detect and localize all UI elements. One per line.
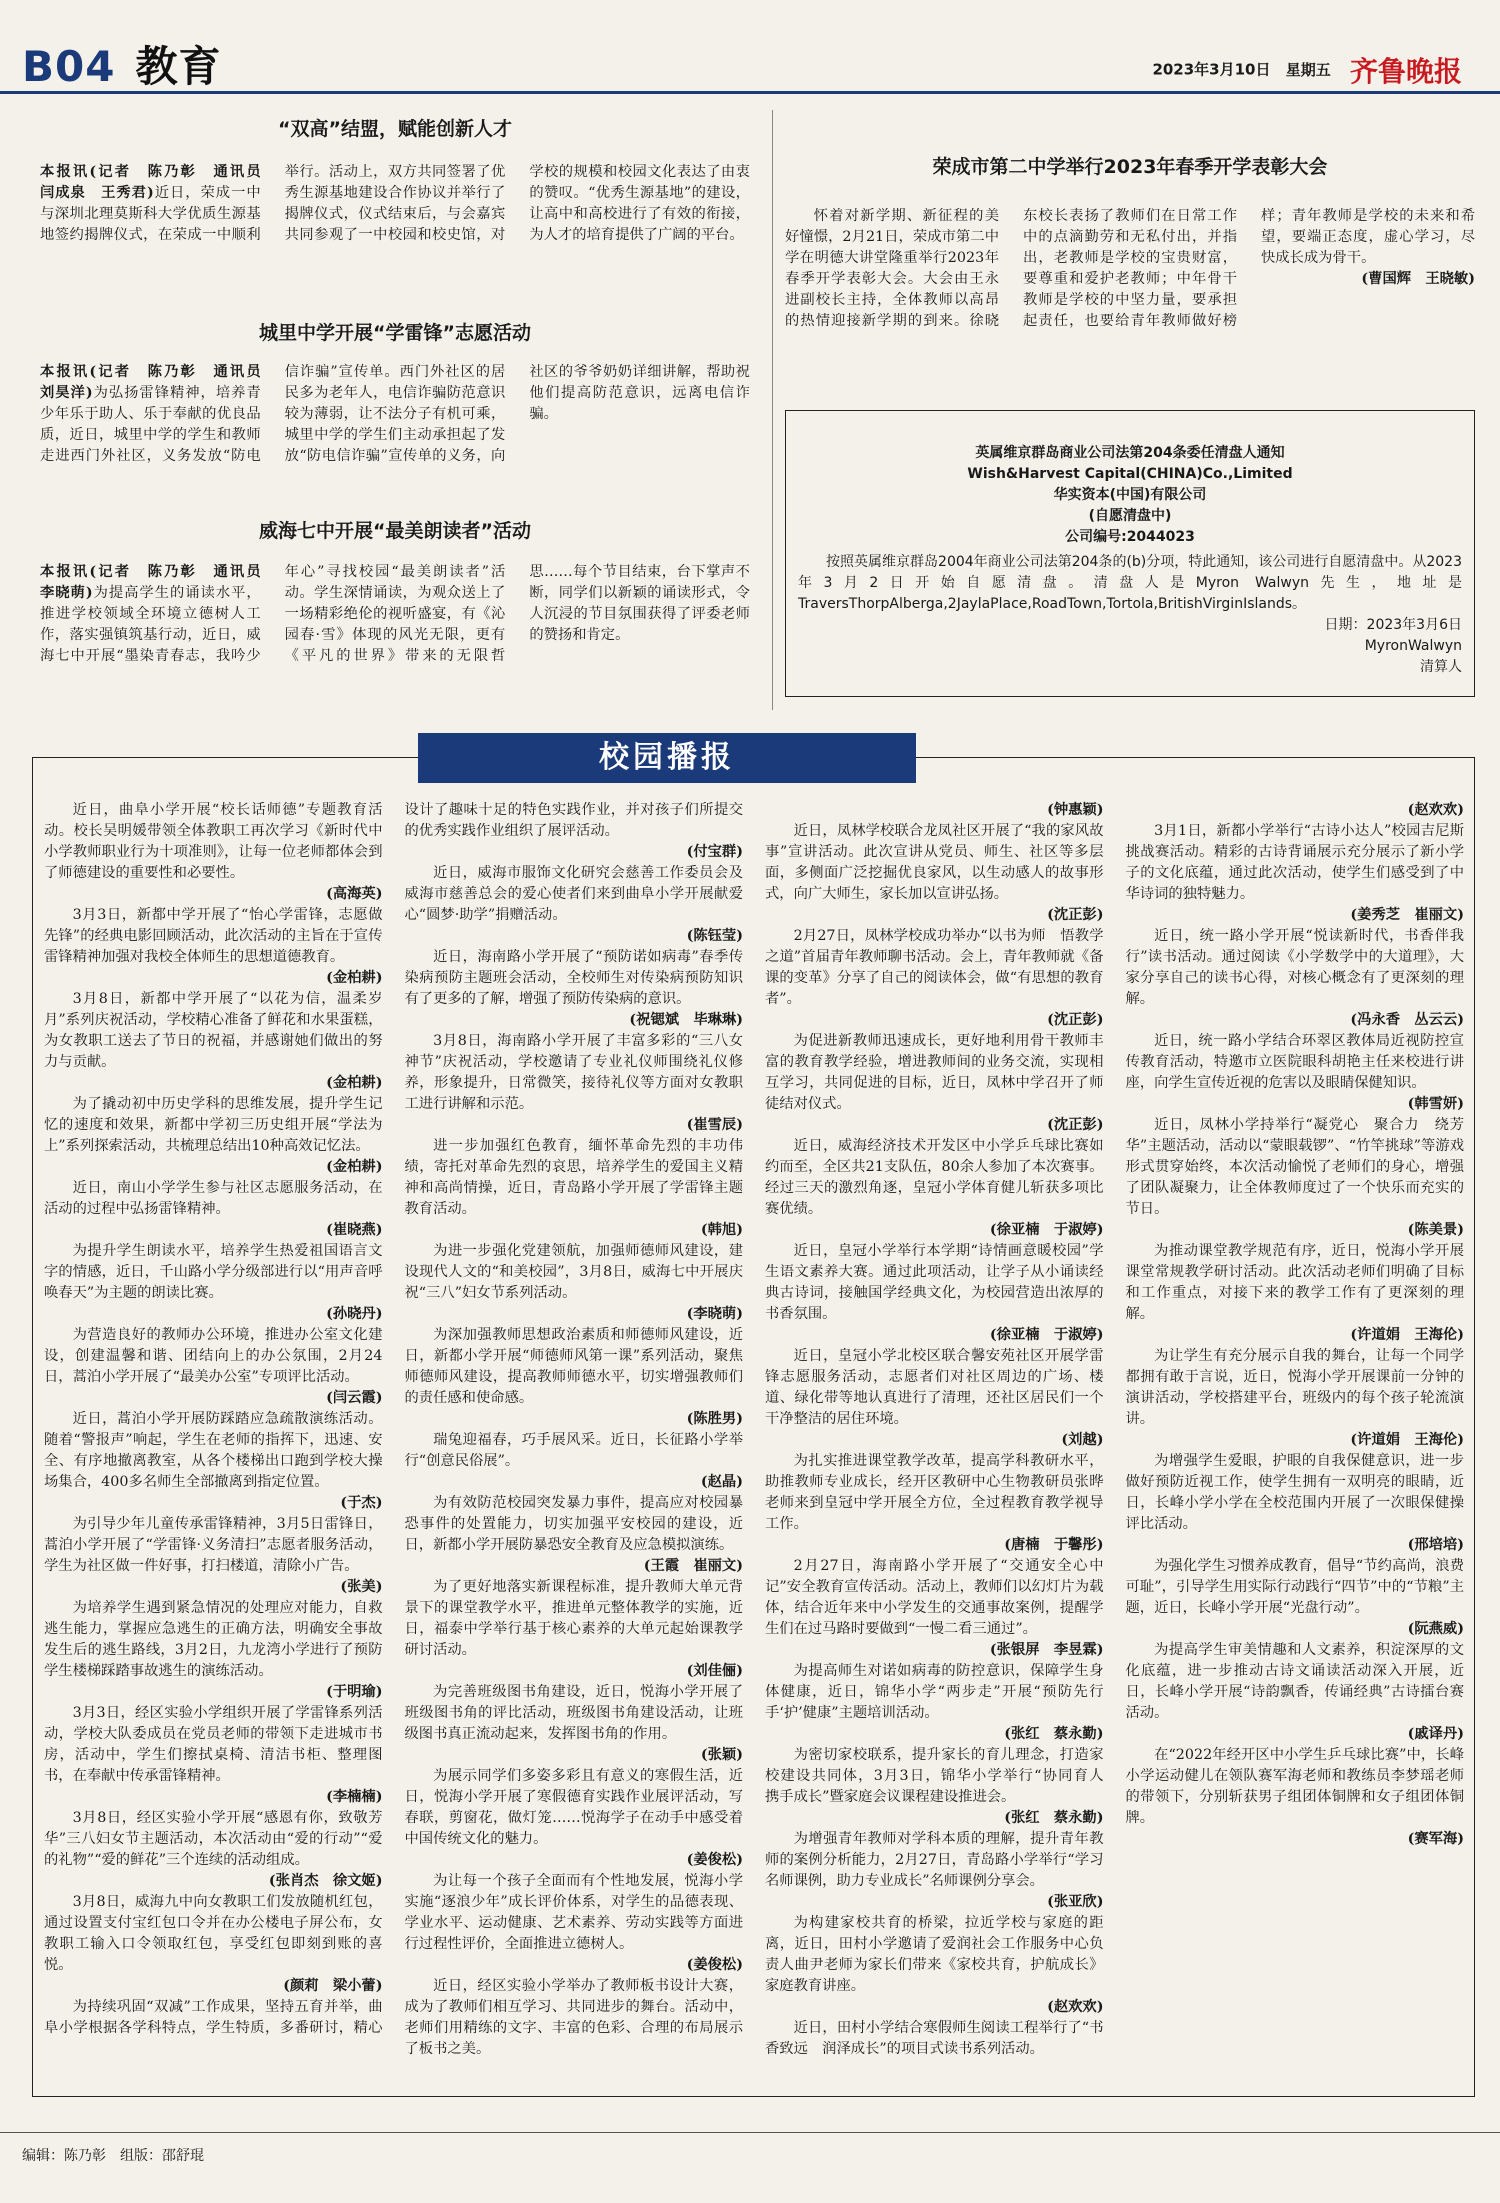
notice-heading: 英属维京群岛商业公司法第204条委任清盘人通知	[975, 445, 1285, 461]
masthead-dateline	[1152, 50, 1462, 90]
news-item-author: (陈美景)	[1407, 1222, 1464, 1238]
issue-date: 2023年3月10日	[1152, 60, 1271, 79]
news-item: 近日，皇冠小学举行本学期“诗情画意暖校园”学生语文素养大赛。通过此项活动，让学子从小诵读经典古诗词，接触国学经典文化，为校园营造出浓厚的书香氛围。	[765, 1243, 1104, 1322]
footer-credits: 编辑：陈乃彰 组版：邵舒琨	[22, 2148, 204, 2164]
article2-byline: 本报讯(记者 陈乃彰 通讯员 刘昊洋)	[40, 364, 275, 401]
news-item: 近日，海南路小学开展了“预防诺如病毒”春季传染病预防主题班会活动，全校师生对传染病预防知识有了更多的了解，增强了预防传染病的意识。	[404, 949, 743, 1007]
news-item-author: (邢培培)	[1407, 1537, 1464, 1553]
news-item-author: (张红 蔡永勤)	[1004, 1726, 1104, 1742]
news-item: 近日，凤林小学持举行“凝党心 聚合力 绕芳华”主题活动，活动以“蒙眼载锣”、“竹竿挑球”等游戏形式贯穿始终，本次活动愉悦了老师们的身心，增强了团队凝聚力，让全体教师度过了一个快乐而充实的节日。	[1125, 1117, 1464, 1217]
news-item: 为深加强教师思想政治素质和师德师风建设，近日，新都小学开展“师德师风第一课”系列活动，聚焦师德师风建设，提高教师师德水平，切实增强教师们的责任感和使命感。	[404, 1327, 743, 1406]
news-item-author: (沈正彭)	[1047, 1012, 1104, 1028]
news-item-author: (付宝群)	[686, 844, 743, 860]
news-item-author: (陈钰莹)	[686, 928, 743, 944]
article1-body	[40, 162, 750, 312]
news-item-author: (许道娟 王海伦)	[1350, 1327, 1464, 1343]
notice-signer: MyronWalwyn	[1364, 638, 1462, 654]
news-item: 近日，蒿泊小学开展防踩踏应急疏散演练活动。随着“警报声”响起，学生在老师的指挥下，迅速、安全、有序地撤离教室，从各个楼梯出口跑到学校大操场集合，400多名师生全部撤离到指定位置。	[44, 1411, 383, 1490]
news-item-author: (徐亚楠 于淑婷)	[989, 1327, 1104, 1343]
news-item: 2月27日，凤林学校成功举办“以书为师 悟教学之道”首届青年教师聊书活动。会上，青年教师就《备课的变革》分享了自己的阅读体会，做“有思想的教育者”。	[765, 928, 1104, 1007]
newspaper-logo: 齐鲁晚报	[1349, 55, 1462, 88]
news-item-author: (沈正彭)	[1047, 907, 1104, 923]
news-item-author: (戚译丹)	[1407, 1726, 1464, 1742]
notice-role: 清算人	[1420, 659, 1462, 675]
news-item-author: (祝锶斌 毕琳琳)	[629, 1012, 743, 1028]
news-item: 为完善班级图书角建设，近日，悦海小学开展了班级图书角的评比活动，班级图书角建设活动，让班级图书真正流动起来，发挥图书角的作用。	[404, 1684, 743, 1742]
news-item: 为强化学生习惯养成教育，倡导“节约高尚，浪费可耻”，引导学生用实际行动践行“四节”中的“节粮”主题，近日，长峰小学开展“光盘行动”。	[1125, 1558, 1464, 1616]
news-item-author: (颜莉 梁小蕾)	[283, 1978, 383, 1994]
news-item-author: (姜秀芝 崔丽文)	[1350, 907, 1464, 923]
news-item: 为培养学生遇到紧急情况的处理应对能力，自救逃生能力，掌握应急逃生的正确方法，明确安全事故发生后的逃生路线，3月2日，九龙湾小学进行了预防学生楼梯踩踏事故逃生的演练活动。	[44, 1600, 383, 1679]
news-item: 近日，统一路小学结合环翠区教体局近视防控宣传教育活动，特邀市立医院眼科胡艳主任来校进行讲座，向学生宣传近视的危害以及眼睛保健知识。	[1125, 1033, 1464, 1091]
news-item: 近日，皇冠小学北校区联合馨安苑社区开展学雷锋志愿服务活动，志愿者们对社区周边的广场、楼道、绿化带等地认真进行了清理，还社区居民们一个干净整洁的居住环境。	[765, 1348, 1104, 1427]
news-item-author: (张银屏 李昱霖)	[989, 1642, 1104, 1658]
news-item-author: (冯永香 丛云云)	[1350, 1012, 1464, 1028]
article2-text: 为弘扬雷锋精神，培养青少年乐于助人、乐于奉献的优良品质，近日，城里中学的学生和教师走进西门外社区，义务发放“防电信诈骗”宣传单。西门外社区的居民多为老年人，电信诈骗防范意识较为薄弱，让不法分子有机可乘，城里中学的学生们主动承担起了发放“防电信诈骗”宣传单的义务，向社区的爷爷奶奶详细讲解，帮助祝他们提高防范意识，远离电信诈骗。	[40, 364, 750, 464]
news-item-author: (闫云霞)	[326, 1390, 383, 1406]
news-item: 为提高学生审美情趣和人文素养，积淀深厚的文化底蕴，进一步推动古诗文诵读活动深入开展，近日，长峰小学开展“诗韵飘香，传诵经典”古诗擂台赛活动。	[1125, 1642, 1464, 1721]
news-item: 近日，田村小学结合寒假师生阅读工程举行了“书香致远 润泽成长”的项目式读书系列活动。	[765, 2020, 1104, 2057]
news-item-author: (姜俊松)	[686, 1957, 743, 1973]
news-item: 为让每一个孩子全面而有个性地发展，悦海小学实施“逐浪少年”成长评价体系，对学生的品德表现、学业水平、运动健康、艺术素养、劳动实践等方面进行过程性评价，全面推进立德树人。	[404, 1873, 743, 1952]
news-item: 为构建家校共育的桥梁，拉近学校与家庭的距离，近日，田村小学邀请了爱润社会工作服务中心负责人曲尹老师为家长们带来《家校共育，护航成长》家庭教育讲座。	[765, 1915, 1104, 1994]
news-item: 为增强学生爱眼，护眼的自我保健意识，进一步做好预防近视工作，使学生拥有一双明亮的眼睛，近日，长峰小学小学在全校范围内开展了一次眼保健操评比活动。	[1125, 1453, 1464, 1532]
news-item-author: (于明瑜)	[326, 1684, 383, 1700]
news-item: 为进一步强化党建领航，加强师德师风建设，建设现代人文的“和美校园”，3月8日，威海七中开展庆祝“三八”妇女节系列活动。	[404, 1243, 743, 1301]
news-item-author: (韩雪妍)	[1407, 1096, 1464, 1112]
notice-company-en: Wish&Harvest Capital(CHINA)Co.,Limited	[967, 466, 1293, 482]
news-item-author: (于杰)	[340, 1495, 383, 1511]
news-item: 近日，南山小学学生参与社区志愿服务活动，在活动的过程中弘扬雷锋精神。	[44, 1180, 383, 1217]
news-item: 为扎实推进课堂教学改革，提高学科教研水平，助推教师专业成长，经开区教研中心生物教研员张晔老师来到皇冠中学开展全方位，全过程教育教学视导工作。	[765, 1453, 1104, 1532]
campus-banner: 校园播报	[418, 733, 916, 783]
news-item-author: (崔晓燕)	[326, 1222, 383, 1238]
news-item: 进一步加强红色教育，缅怀革命先烈的丰功伟绩，寄托对革命先烈的哀思，培养学生的爱国主义精神和高尚情操，近日，青岛路小学开展了学雷锋主题教育活动。	[404, 1138, 743, 1217]
news-item-author: (金柏耕)	[326, 970, 383, 986]
column-divider	[772, 110, 773, 710]
news-item-author: (张美)	[340, 1579, 383, 1595]
news-item: 为密切家校联系，提升家长的育儿理念，打造家校建设共同体，3月3日，锦华小学举行“协同育人 携手成长”暨家庭会议课程建设推进会。	[765, 1747, 1118, 1805]
news-item-author: (刘佳俪)	[686, 1663, 743, 1679]
news-item-author: (唐楠 于馨彤)	[1004, 1537, 1104, 1553]
news-item-author: (张红 蔡永勤)	[1004, 1810, 1104, 1826]
article3-title: 威海七中开展“最美朗读者”活动	[259, 520, 531, 542]
article4-title: 荣成市第二中学举行2023年春季开学表彰大会	[932, 156, 1328, 178]
news-item: 3月3日，新都中学开展了“怡心学雷锋，志愿做先锋”的经典电影回顾活动，此次活动的主旨在于宣传雷锋精神加强对我校全体师生的思想道德教育。	[44, 907, 383, 965]
notice-company-number: 公司编号:2044023	[1065, 529, 1195, 545]
news-item-author: (崔雪辰)	[686, 1117, 743, 1133]
issue-weekday: 星期五	[1285, 60, 1331, 79]
news-item: 瑞兔迎福春，巧手展风采。近日，长征路小学举行“创意民俗展”。	[404, 1432, 743, 1469]
news-item: 在“2022年经开区中小学生乒乓球比赛”中，长峰小学运动健儿在领队赛军海老师和教练员李梦瑶老师的带领下，分别斩获男子组团体铜牌和女子组团体铜牌。	[1125, 1747, 1464, 1826]
news-item: 为展示同学们多姿多彩且有意义的寒假生活，近日，悦海小学开展了寒假德育实践作业展评活动，写春联，剪窗花，做灯笼……悦海学子在动手中感受着中国传统文化的魅力。	[404, 1768, 743, 1847]
news-item-author: (沈正彭)	[1047, 1117, 1104, 1133]
news-item: 为持续巩固“双减”工作成果，坚持五育并举，曲阜小学根据各学科特点，学生特质，多番研讨，精心设计了趣味十足的特色实践作业，并对孩子们所提交的优秀实践作业组织了展评活动。	[44, 802, 743, 2036]
news-item-author: (金柏耕)	[326, 1159, 383, 1175]
news-item-author: (金柏耕)	[326, 1075, 383, 1091]
news-item: 3月8日，经区实验小学开展“感恩有你，致敬芳华”三八妇女节主题活动，本次活动由“爱的行动”“爱的礼物”“爱的鲜花”三个连续的活动组成。	[44, 1810, 383, 1868]
notice-company-cn: 华实资本(中国)有限公司	[1053, 487, 1207, 503]
notice-body: 按照英属维京群岛2004年商业公司法第204条的(b)分项，特此通知，该公司进行自愿清盘中。从2023年3月2日开始自愿清盘。清盘人是Myron Walwyn先生，地址是TraversThorpAlberga,2JaylaPlace,RoadTown,Tortola,BritishVirginIslands。	[798, 554, 1462, 612]
news-item-author: (陈胜男)	[686, 1411, 743, 1427]
news-item-author: (孙晓丹)	[326, 1306, 383, 1322]
news-item-author: (刘越)	[1061, 1432, 1104, 1448]
article3-text: 为提高学生的诵读水平，推进学校领域全环境立德树人工作，落实强镇筑基行动，近日，威海七中开展“墨染青春志，我吟少年心”寻找校园“最美朗读者”活动。学生深情诵读，为观众送上了一场精彩绝伦的视听盛宴，有《沁园春·雪》体现的风光无限，更有《平凡的世界》带来的无限哲思……每个节目结束，台下掌声不断，同学们以新颖的诵读形式，令人沉浸的节目氛围获得了评委老师的赞扬和肯定。	[40, 564, 750, 664]
article2-title: 城里中学开展“学雷锋”志愿活动	[259, 322, 531, 344]
news-item-author: (李晓萌)	[686, 1306, 743, 1322]
news-item: 近日，威海市服饰文化研究会慈善工作委员会及威海市慈善总会的爱心使者们来到曲阜小学开展献爱心“圆梦·助学”捐赠活动。	[404, 865, 743, 923]
news-item: 为增强青年教师对学科本质的理解，提升青年教师的案例分析能力，2月27日，青岛路小学举行“学习名师课例，助力专业成长”名师课例分享会。	[765, 1831, 1104, 1889]
news-item: 为有效防范校园突发暴力事件，提高应对校园暴恐事件的处置能力，切实加强平安校园的建设，近日，新都小学开展防暴恐安全教育及应急模拟演练。	[404, 1495, 743, 1553]
news-item-author: (赵欢欢)	[1047, 1999, 1104, 2015]
news-item: 3月8日，新都中学开展了“以花为信，温柔岁月”系列庆祝活动，学校精心准备了鲜花和水果蛋糕，为女教职工送去了节日的祝福，并感谢她们做出的努力与贡献。	[44, 991, 383, 1070]
news-item: 近日，经区实验小学举办了教师板书设计大赛，成为了教师们相互学习、共同进步的舞台。活动中，老师们用精练的文字、丰富的色彩、合理的布局展示了板书之美。	[404, 1978, 743, 2057]
news-item-author: (许道娟 王海伦)	[1350, 1432, 1464, 1448]
news-item: 2月27日，海南路小学开展了“交通安全心中记”安全教育宣传活动。活动上，教师们以幻灯片为载体，结合近年来中小学发生的交通事故案例，提醒学生们在过马路时要做到“一慢二看三通过”。	[765, 1558, 1104, 1637]
news-item-author: (徐亚楠 于淑婷)	[989, 1222, 1104, 1238]
news-item: 3月3日，经区实验小学组织开展了学雷锋系列活动，学校大队委成员在党员老师的带领下走进城市书房，活动中，学生们擦拭桌椅、清洁书柜、整理图书，在奉献中传承雷锋精神。	[44, 1705, 383, 1784]
news-item-author: (钟惠颖)	[1047, 802, 1104, 818]
news-item: 3月8日，威海九中向女教职工们发放随机红包，通过设置支付宝红包口令并在办公楼电子屏公布，女教职工输入口令领取红包，享受红包即刻到账的喜悦。	[44, 1894, 383, 1973]
footer-rule	[0, 2132, 1500, 2133]
article2-body	[40, 362, 750, 510]
page-code: B04	[22, 42, 116, 91]
news-item: 为了更好地落实新课程标准，提升教师大单元背景下的课堂教学水平，推进单元整体教学的实施，近日，福泰中学举行基于核心素养的大单元起始课教学研讨活动。	[404, 1579, 743, 1658]
article4-text: 怀着对新学期、新征程的美好憧憬，2月21日，荣成市第二中学在明德大讲堂隆重举行2023年春季开学表彰大会。大会由王永进副校长主持，全体教师以高昂的热情迎接新学期的到来。徐晓东校长表扬了教师们在日常工作中的点滴勤劳和无私付出，并指出，老教师是学校的宝贵财富，要尊重和爱护老教师；中年骨干教师是学校的中坚力量，要承担起责任，也要给青年教师做好榜样；青年教师是学校的未来和希望，要端正态度，虚心学习，尽快成长成为骨干。	[785, 208, 1475, 329]
news-item-author: (张亚欣)	[1047, 1894, 1104, 1910]
news-item-author: (韩旭)	[700, 1222, 743, 1238]
notice-date: 日期：2023年3月6日	[1324, 617, 1462, 633]
news-item: 近日，曲阜小学开展“校长话师德”专题教育活动。校长吴明媛带领全体教职工再次学习《新时代中小学教师职业行为十项准则》，让每一位老师都体会到了师德建设的重要性和必要性。	[44, 802, 383, 881]
news-item-author: (王霞 崔丽文)	[643, 1558, 743, 1574]
news-item: 为促进新教师迅速成长，更好地利用骨干教师丰富的教育教学经验，增进教师间的业务交流，实现相互学习，共同促进的目标，近日，凤林中学召开了师徒结对仪式。	[765, 1033, 1104, 1112]
news-item-author: (姜俊松)	[686, 1852, 743, 1868]
article3-byline: 本报讯(记者 陈乃彰 通讯员 李晓萌)	[40, 564, 275, 601]
news-item: 为提升学生朗读水平，培养学生热爱祖国语言文字的情感，近日，千山路小学分级部进行以“用声音呼唤春天”为主题的朗读比赛。	[44, 1243, 383, 1301]
article1-title: “双高”结盟，赋能创新人才	[278, 118, 512, 140]
news-item: 为引导少年儿童传承雷锋精神，3月5日雷锋日，蒿泊小学开展了“学雷锋·义务清扫”志愿者服务活动，学生为社区做一件好事，打扫楼道，清除小广告。	[44, 1516, 383, 1574]
news-item-author: (阮燕威)	[1407, 1621, 1464, 1637]
news-item: 为了撬动初中历史学科的思维发展，提升学生记忆的速度和效果，新都中学初三历史组开展“学法为上”系列探索活动，共梳理总结出10种高效记忆法。	[44, 1096, 383, 1154]
article4-author: (曹国辉 王晓敏)	[1361, 271, 1475, 287]
news-item: 为营造良好的教师办公环境，推进办公室文化建设，创建温馨和谐、团结向上的办公氛围，2月24日，蒿泊小学开展了“最美办公室”专项评比活动。	[44, 1327, 383, 1385]
news-item-author: (赵晶)	[700, 1474, 743, 1490]
article4-body	[785, 206, 1475, 374]
notice-status: (自愿清盘中)	[1088, 508, 1172, 524]
news-item-author: (赛军海)	[1407, 1831, 1464, 1847]
news-item: 为让学生有充分展示自我的舞台，让每一个同学都拥有敢于言说，近日，悦海小学开展课前一分钟的演讲活动，学校搭建平台，班级内的每个孩子轮流演讲。	[1125, 1348, 1464, 1427]
news-item: 近日，凤林学校联合龙凤社区开展了“我的家风故事”宣讲活动。此次宣讲从党员、师生、社区等多层面，多侧面广泛挖掘优良家风，以生动感人的故事形式，向广大师生，家长加以宣讲弘扬。	[765, 823, 1104, 902]
news-item-author: (李楠楠)	[326, 1789, 383, 1805]
header-rule	[0, 91, 1500, 94]
article3-body	[40, 562, 750, 710]
campus-news-list	[44, 800, 1464, 2080]
news-item: 近日，威海经济技术开发区中小学乒乓球比赛如约而至，全区共21支队伍，80余人参加了本次赛事。经过三天的激烈角逐，皇冠小学体育健儿斩获多项比赛优绩。	[765, 1138, 1104, 1217]
page-code-section	[22, 34, 221, 94]
article1-byline: 本报讯(记者 陈乃彰 通讯员 闫成泉 王秀君)	[40, 164, 275, 201]
news-item-author: (张肖杰 徐文姬)	[268, 1873, 383, 1889]
news-item-author: (高海英)	[326, 886, 383, 902]
news-item: 3月1日，新都小学举行“古诗小达人”校园吉尼斯挑战赛活动。精彩的古诗背诵展示充分展示了新小学子的文化底蕴，通过此次活动，使学生们感受到了中华诗词的独特魅力。	[1125, 823, 1464, 902]
news-item-author: (张颖)	[700, 1747, 743, 1763]
article1-text: 近日，荣成一中与深圳北理莫斯科大学优质生源基地签约揭牌仪式，在荣成一中顺利举行。活动上，双方共同签署了优秀生源基地建设合作协议并举行了揭牌仪式，仪式结束后，与会嘉宾共同参观了一中校园和校史馆，对学校的规模和校园文化表达了由衷的赞叹。“优秀生源基地”的建设，让高中和高校进行了有效的衔接，为人才的培育提供了广阔的平台。	[40, 164, 750, 243]
news-item: 3月8日，海南路小学开展了丰富多彩的“三八女神节”庆祝活动，学校邀请了专业礼仪师围绕礼仪修养，形象提升，日常微笑，接待礼仪等方面对女教职工进行讲解和示范。	[404, 1033, 743, 1112]
news-item: 为推动课堂教学规范有序，近日，悦海小学开展课堂常规教学研讨活动。此次活动老师们明确了目标和工作重点，对接下来的教学工作有了更深刻的理解。	[1125, 1243, 1464, 1322]
news-item: 近日，统一路小学开展“悦读新时代，书香伴我行”读书活动。通过阅读《小学数学中的大道理》，大家分享自己的读书心得，对核心概念有了更深刻的理解。	[1125, 928, 1464, 1007]
section-name: 教育	[135, 42, 222, 91]
news-item: 为提高师生对诺如病毒的防控意识，保障学生身体健康，近日，锦华小学“两步走”开展“预防先行 手‘护’健康”主题培训活动。	[765, 1663, 1118, 1721]
liquidation-notice	[785, 410, 1475, 697]
news-item-author: (赵欢欢)	[1407, 802, 1464, 818]
